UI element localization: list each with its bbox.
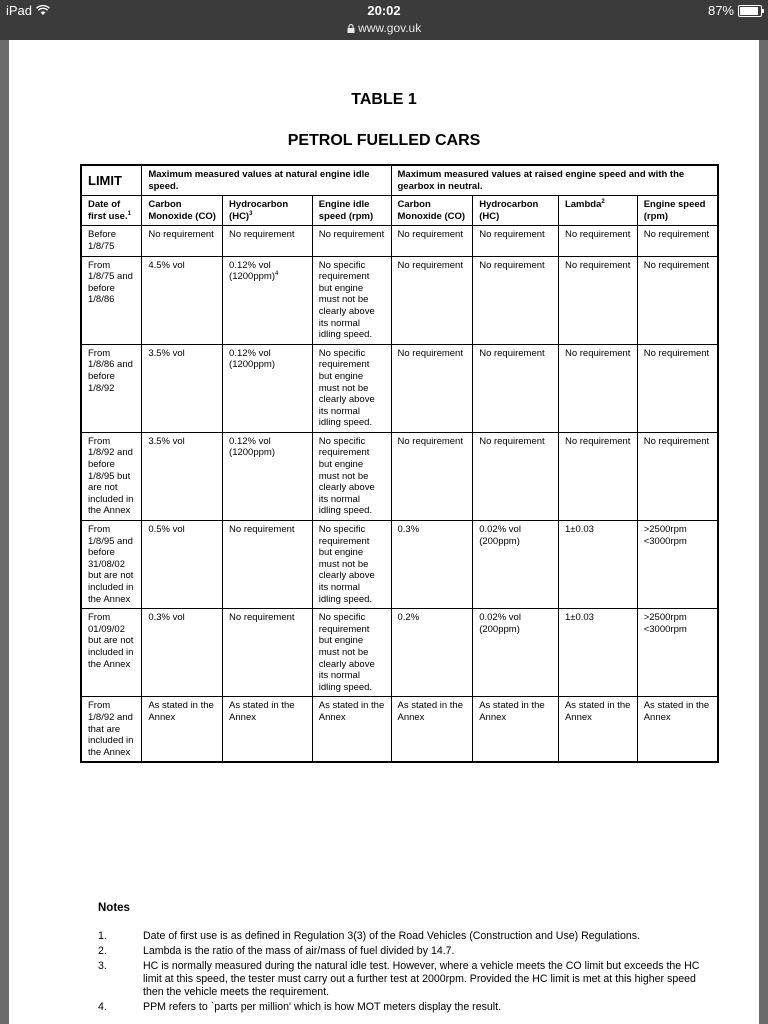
table-cell: 0.12% vol (1200ppm) — [223, 432, 313, 520]
table-cell: 0.02% vol (200ppm) — [473, 609, 559, 697]
table-cell: >2500rpm <3000rpm — [637, 521, 718, 609]
notes-list — [98, 930, 718, 1016]
table-cell: From 1/8/86 and before 1/8/92 — [81, 344, 142, 432]
battery-indicator — [708, 3, 762, 18]
table-row — [81, 521, 718, 609]
table-cell: No requirement — [473, 256, 559, 344]
status-bar — [0, 0, 768, 40]
table-cell: As stated in the Annex — [637, 697, 718, 762]
table-cell: No requirement — [223, 521, 313, 609]
table-row — [81, 697, 718, 762]
col-header-idle-speed: Engine idle speed (rpm) — [312, 196, 391, 226]
limit-label: LIMIT — [81, 165, 142, 196]
note-item — [98, 945, 718, 958]
table-cell: As stated in the Annex — [558, 697, 637, 762]
note-item — [98, 1001, 718, 1014]
column-header-row — [81, 196, 718, 226]
note-text: HC is normally measured during the natural idle test. However, where a vehicle meets the CO limit but exceeds the HC limit at this speed, the tester must carry out a further test at 2000rpm. Provided the HC limit is met at this higher speed then the vehicle meets the requirement. — [143, 960, 700, 998]
table-row — [81, 226, 718, 256]
table-cell: No requirement — [223, 609, 313, 697]
table-cell: 0.3% vol — [142, 609, 223, 697]
table-cell: No requirement — [473, 432, 559, 520]
col-header-co-idle: Carbon Monoxide (CO) — [142, 196, 223, 226]
table-cell: No requirement — [637, 344, 718, 432]
table-cell: No requirement — [637, 226, 718, 256]
note-text: Date of first use is as defined in Regulation 3(3) of the Road Vehicles (Construction and Use) Regulations. — [143, 930, 641, 942]
table-cell: From 1/8/92 and before 1/8/95 but are not included in the Annex — [81, 432, 142, 520]
table-row — [81, 609, 718, 697]
table-cell: No requirement — [142, 226, 223, 256]
table-cell: From 01/09/02 but are not included in the Annex — [81, 609, 142, 697]
document-page[interactable] — [9, 40, 759, 1024]
note-number: 2. — [98, 945, 107, 957]
lock-icon — [347, 21, 358, 35]
table-cell: 3.5% vol — [142, 432, 223, 520]
clock: 20:02 — [367, 3, 401, 18]
url-text: www.gov.uk — [358, 21, 422, 35]
device-name: iPad — [6, 3, 33, 18]
table-cell: No requirement — [223, 226, 313, 256]
table-cell: No requirement — [312, 226, 391, 256]
col-header-hc-idle: Hydrocarbon (HC)$^3$ — [223, 196, 313, 226]
group-header-raised: Maximum measured values at raised engine speed and with the gearbox in neutral. — [391, 165, 718, 196]
group-header-idle: Maximum measured values at natural engine idle speed. — [142, 165, 391, 196]
table-cell: No requirement — [391, 432, 473, 520]
table-cell: 1±0.03 — [558, 609, 637, 697]
note-number: 4. — [98, 1001, 107, 1013]
table-title: TABLE 1 — [351, 91, 417, 108]
table-cell: No requirement — [391, 256, 473, 344]
table-cell: >2500rpm <3000rpm — [637, 609, 718, 697]
note-text: PPM refers to `parts per million' which is how MOT meters display the result. — [143, 1001, 502, 1013]
table-cell: 0.3% — [391, 521, 473, 609]
note-text: Lambda is the ratio of the mass of air/mass of fuel divided by 14.7. — [143, 945, 455, 957]
col-header-engine-speed: Engine speed (rpm) — [637, 196, 718, 226]
table-cell: No requirement — [558, 256, 637, 344]
table-cell: Before 1/8/75 — [81, 226, 142, 256]
battery-icon — [738, 5, 762, 17]
table-row — [81, 432, 718, 520]
table-cell: 0.02% vol (200ppm) — [473, 521, 559, 609]
col-header-hc-raised: Hydrocarbon (HC) — [473, 196, 559, 226]
limits-table — [80, 164, 719, 763]
table-row — [81, 344, 718, 432]
table-cell: No specific requirement but engine must not be clearly above its normal idling speed. — [312, 432, 391, 520]
table-cell: No requirement — [637, 256, 718, 344]
table-cell: As stated in the Annex — [223, 697, 313, 762]
address-bar[interactable] — [0, 21, 768, 35]
table-cell: No requirement — [473, 344, 559, 432]
table-cell: No specific requirement but engine must not be clearly above its normal idling speed. — [312, 521, 391, 609]
table-cell: From 1/8/92 and that are included in the Annex — [81, 697, 142, 762]
table-cell: No requirement — [558, 226, 637, 256]
table-cell: No requirement — [558, 344, 637, 432]
col-header-lambda: Lambda$^2$ — [558, 196, 637, 226]
col-header-date: Date of first use.$^1$ — [81, 196, 142, 226]
table-row — [81, 256, 718, 344]
note-item — [98, 960, 718, 999]
note-number: 1. — [98, 930, 107, 942]
table-cell: As stated in the Annex — [473, 697, 559, 762]
table-cell: 0.12% vol (1200ppm) — [223, 344, 313, 432]
table-subtitle: PETROL FUELLED CARS — [287, 132, 481, 149]
table-cell: No specific requirement but engine must not be clearly above its normal idling speed. — [312, 256, 391, 344]
table-cell: 4.5% vol — [142, 256, 223, 344]
table-cell: From 1/8/75 and before 1/8/86 — [81, 256, 142, 344]
battery-percent: 87% — [707, 3, 734, 18]
note-item — [98, 930, 718, 943]
table-cell: As stated in the Annex — [312, 697, 391, 762]
table-cell: No requirement — [558, 432, 637, 520]
table-cell: No requirement — [391, 226, 473, 256]
table-cell: No requirement — [473, 226, 559, 256]
table-cell: No requirement — [391, 344, 473, 432]
table-cell: No specific requirement but engine must not be clearly above its normal idling speed. — [312, 609, 391, 697]
table-cell: From 1/8/95 and before 31/08/02 but are not included in the Annex — [81, 521, 142, 609]
table-cell: 0.2% — [391, 609, 473, 697]
table-cell: 0.5% vol — [142, 521, 223, 609]
notes-title: Notes — [98, 902, 130, 914]
table-cell: No requirement — [637, 432, 718, 520]
table-cell: 1±0.03 — [558, 521, 637, 609]
table-cell: No specific requirement but engine must not be clearly above its normal idling speed. — [312, 344, 391, 432]
table-cell: As stated in the Annex — [391, 697, 473, 762]
col-header-co-raised: Carbon Monoxide (CO) — [391, 196, 473, 226]
table-cell: 3.5% vol — [142, 344, 223, 432]
table-cell: As stated in the Annex — [142, 697, 223, 762]
table-cell: 0.12% vol $(1200ppm)^4$ — [223, 256, 313, 344]
note-number: 3. — [98, 960, 107, 972]
group-header-row — [81, 165, 718, 196]
